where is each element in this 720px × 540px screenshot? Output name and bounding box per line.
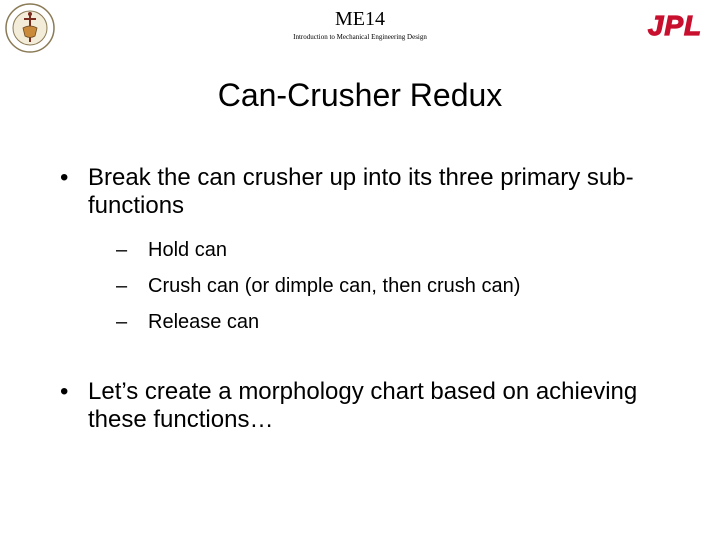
slide-title: Can-Crusher Redux bbox=[217, 77, 503, 113]
bullet-marker: • bbox=[60, 378, 69, 405]
bullet-list bbox=[60, 164, 700, 434]
bullet-marker: • bbox=[60, 164, 69, 191]
dash-marker: – bbox=[116, 311, 128, 333]
sub-bullet-list bbox=[88, 238, 700, 334]
sub-bullet-item bbox=[116, 310, 700, 334]
sub-bullet-text: Crush can (or dimple can, then crush can) bbox=[148, 275, 521, 297]
course-subtitle: Introduction to Mechanical Engineering Design bbox=[293, 33, 427, 41]
jpl-logo-text: JPL bbox=[647, 10, 703, 40]
slide-header bbox=[0, 0, 720, 56]
dash-marker: – bbox=[116, 275, 128, 297]
sub-bullet-item bbox=[116, 238, 700, 262]
sub-bullet-text: Hold can bbox=[148, 239, 227, 261]
bullet-text: Break the can crusher up into its three primary sub-functions bbox=[88, 164, 634, 219]
bullet-text: Let’s create a morphology chart based on achieving these functions… bbox=[88, 378, 638, 433]
jpl-logo bbox=[634, 10, 716, 40]
sub-bullet-item bbox=[116, 274, 700, 298]
bullet-item bbox=[60, 378, 700, 434]
dash-marker: – bbox=[116, 239, 128, 261]
course-title: ME14 bbox=[335, 8, 385, 30]
sub-bullet-text: Release can bbox=[148, 311, 260, 333]
bullet-item bbox=[60, 164, 700, 334]
